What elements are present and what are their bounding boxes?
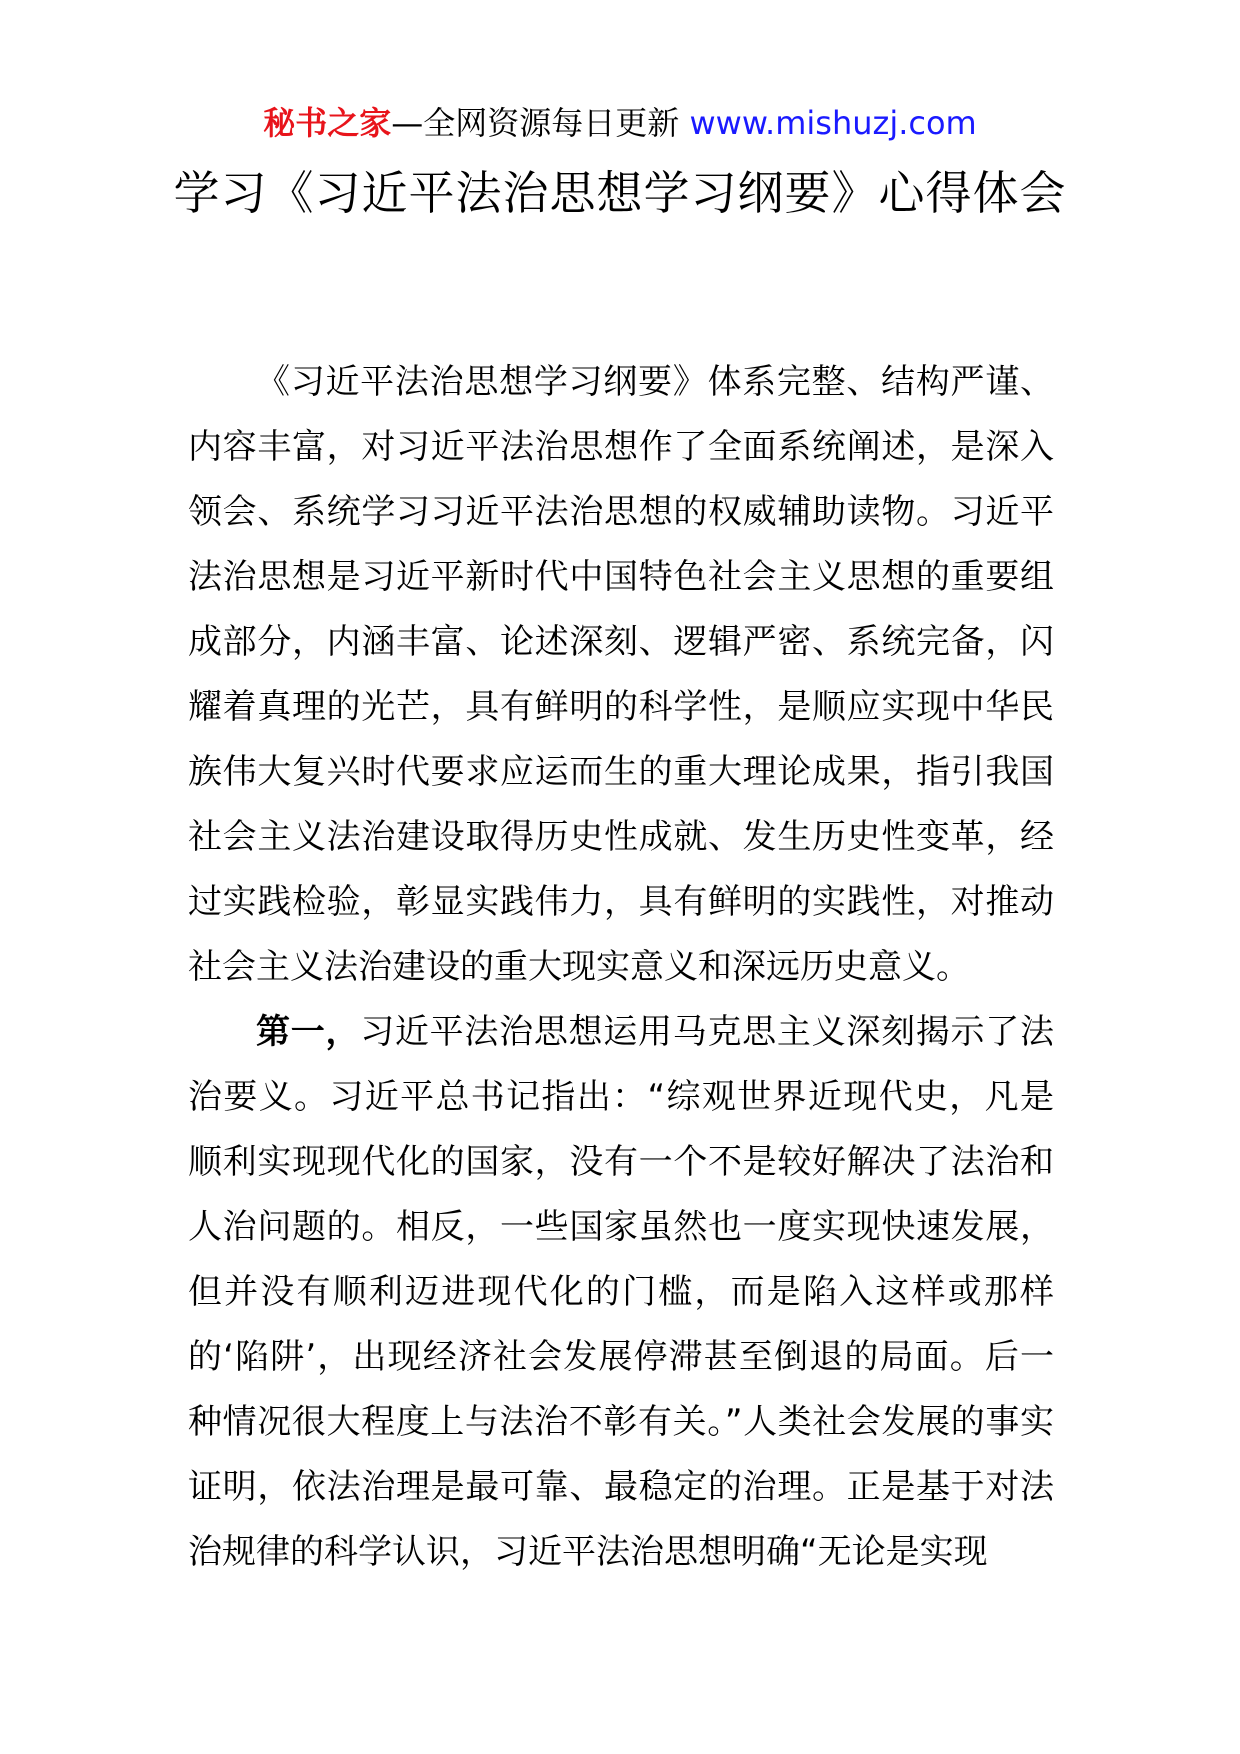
paragraph-text: 《习近平法治思想学习纲要》体系完整、结构严谨、内容丰富，对习近平法治思想作了全面系统阐述，是深入领会、系统学习习近平法治思想的权威辅助读物。习近平法治思想是习近平新时代中国特色社会主义思想的重要组成部分，内涵丰富、论述深刻、逻辑严密、系统完备，闪耀着真理的光芒，具有鲜明的科学性，是顺应实现中华民族伟大复兴时代要求应运而生的重大理论成果，指引我国社会主义法治建设取得历史性成就、发生历史性变革，经过实践检验，彰显实践伟力，具有鲜明的实践性，对推动社会主义法治建设的重大现实意义和深远历史意义。 [188,362,1054,987]
paragraph-intro [188,350,1054,1000]
site-url-link[interactable]: www.mishuzj.com [689,104,977,142]
site-header [0,101,1240,145]
document-title: 学习《习近平法治思想学习纲要》心得体会 [173,166,1067,220]
site-brand: 秘书之家 [263,104,392,142]
paragraph-point-one [188,1000,1054,1585]
paragraph-lead: 第一， [256,1012,361,1052]
document-body [188,350,1054,1585]
site-slogan: —全网资源每日更新 [391,104,680,142]
paragraph-text: 习近平法治思想运用马克思主义深刻揭示了法治要义。习近平总书记指出：“综观世界近现代史，凡是顺利实现现代化的国家，没有一个不是较好解决了法治和人治问题的。相反，一些国家虽然也一度实现快速发展，但并没有顺利迈进现代化的门槛，而是陷入这样或那样的‘陷阱’，出现经济社会发展停滞甚至倒退的局面。后一种情况很大程度上与法治不彰有关。”人类社会发展的事实证明，依法治理是最可靠、最稳定的治理。正是基于对法治规律的科学认识，习近平法治思想明确“无论是实现 [188,1012,1055,1572]
